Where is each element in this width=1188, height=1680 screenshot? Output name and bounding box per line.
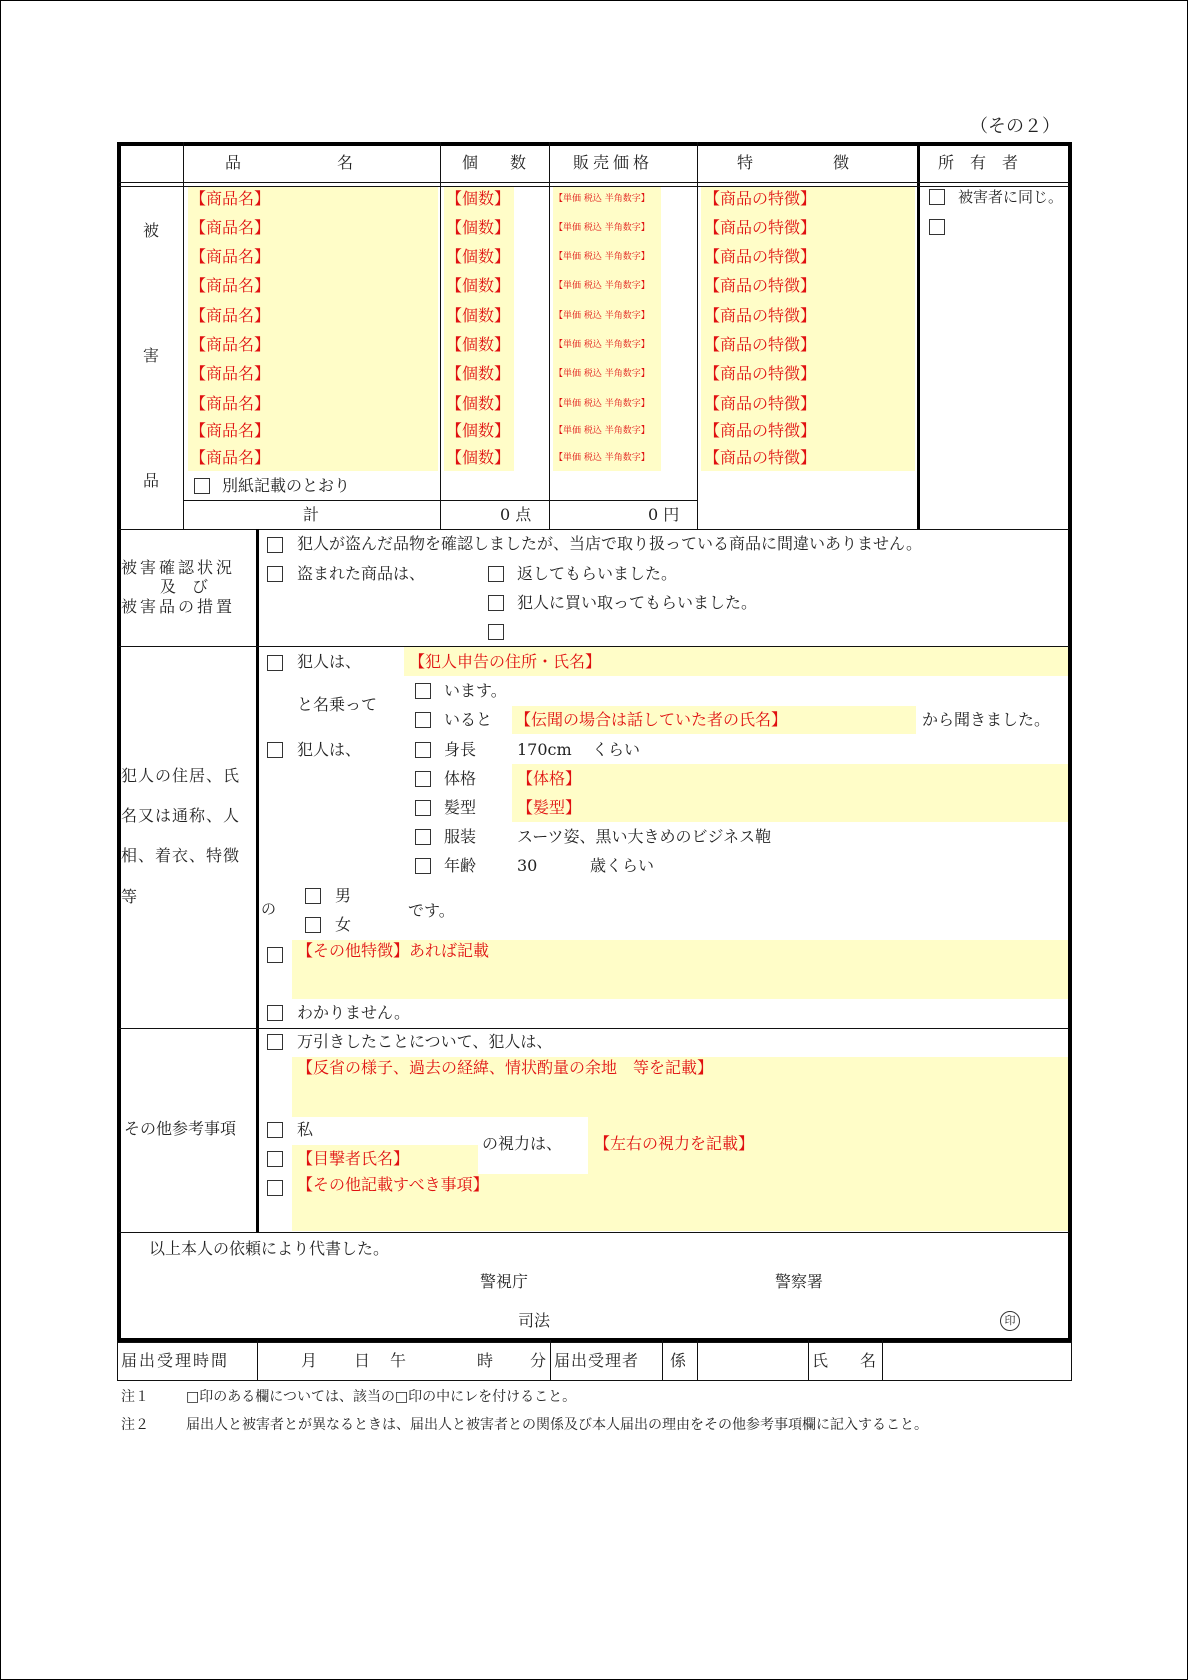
goods-row-qty[interactable]: 【個数】 — [446, 448, 511, 467]
clothes-value[interactable]: スーツ姿、黒い大きめのビジネス鞄 — [517, 827, 772, 846]
other-measure-checkbox[interactable] — [488, 624, 504, 640]
of-text: の — [261, 900, 277, 918]
unknown-checkbox[interactable] — [267, 1005, 283, 1021]
confirmation-label-3: 被害品の措置 — [121, 597, 236, 616]
goods-row-name[interactable]: 【商品名】 — [190, 218, 271, 237]
confirm-item-text: 犯人が盗んだ品物を確認しましたが、当店で取り扱っている商品に間違いありません。 — [297, 534, 922, 553]
note2-label: 注２ — [121, 1417, 149, 1433]
header-feature: 特 徴 — [737, 153, 850, 172]
eyesight-checkbox[interactable] — [267, 1122, 283, 1138]
side-label-2: 害 — [143, 346, 160, 365]
note1-text: □印のある欄については、該当の□印の中にレを付けること。 — [186, 1389, 577, 1405]
goods-row-qty[interactable]: 【個数】 — [446, 421, 511, 440]
goods-row-name[interactable]: 【商品名】 — [190, 364, 271, 383]
goods-row-price[interactable]: 【単価 税込 半角数字】 — [554, 252, 650, 262]
goods-row-name[interactable]: 【商品名】 — [190, 276, 271, 295]
separate-sheet-label: 別紙記載のとおり — [222, 476, 351, 495]
goods-row-feature[interactable]: 【商品の特徴】 — [704, 421, 817, 440]
age-checkbox[interactable] — [415, 858, 431, 874]
goods-row-feature[interactable]: 【商品の特徴】 — [704, 218, 817, 237]
goods-row-price[interactable]: 【単価 税込 半角数字】 — [554, 281, 650, 291]
other-feature-value[interactable]: 【その他特徴】あれば記載 — [297, 941, 490, 960]
goods-row-feature[interactable]: 【商品の特徴】 — [704, 189, 817, 208]
height-checkbox[interactable] — [415, 742, 431, 758]
goods-row-feature[interactable]: 【商品の特徴】 — [704, 247, 817, 266]
age-label: 年齢 — [444, 856, 477, 875]
build-checkbox[interactable] — [415, 771, 431, 787]
named-text: と名乗って — [297, 695, 378, 714]
me-text: 私 — [297, 1120, 314, 1139]
stolen-goods-checkbox[interactable] — [267, 566, 283, 582]
goods-row-name[interactable]: 【商品名】 — [190, 189, 271, 208]
height-suffix: くらい — [592, 740, 641, 759]
build-label: 体格 — [444, 769, 477, 788]
shoplift-checkbox[interactable] — [267, 1034, 283, 1050]
owner-same-label: 被害者に同じ。 — [958, 188, 1064, 206]
eyesight-text: の視力は、 — [482, 1134, 563, 1153]
culprit-label-3: 相、着衣、特徴 — [121, 846, 241, 865]
witness-checkbox[interactable] — [267, 1151, 283, 1167]
page-label: （その２） — [970, 116, 1060, 137]
goods-row-price[interactable]: 【単価 税込 半角数字】 — [554, 453, 650, 463]
goods-row-feature[interactable]: 【商品の特徴】 — [704, 335, 817, 354]
height-label: 身長 — [444, 740, 477, 759]
side-label-1: 被 — [143, 221, 160, 240]
goods-row-name[interactable]: 【商品名】 — [190, 247, 271, 266]
header-owner: 所 有 者 — [938, 153, 1019, 172]
header-item-name: 品 名 — [225, 153, 354, 172]
claims-value[interactable]: 【犯人申告の住所・氏名】 — [409, 652, 602, 671]
reception-time-label: 届出受理時間 — [121, 1351, 230, 1370]
shoplift-value[interactable]: 【反省の様子、過去の経緯、情状酌量の余地 等を記載】 — [297, 1058, 714, 1077]
desu-text: です。 — [408, 901, 455, 920]
owner-other-checkbox[interactable] — [929, 219, 945, 235]
heard-from-text: から聞きました。 — [922, 710, 1051, 729]
culprit-label-2: 名又は通称、人 — [121, 806, 241, 825]
receiver-label: 届出受理者 — [554, 1351, 640, 1370]
goods-row-name[interactable]: 【商品名】 — [190, 421, 271, 440]
goods-row-price[interactable]: 【単価 税込 半角数字】 — [554, 223, 650, 233]
hair-checkbox[interactable] — [415, 800, 431, 816]
other-matter-checkbox[interactable] — [267, 1180, 283, 1196]
shoplift-text: 万引きしたことについて、犯人は、 — [297, 1032, 553, 1051]
description-text: 犯人は、 — [297, 740, 362, 759]
header-quantity: 個 数 — [462, 153, 527, 172]
stolen-goods-text: 盗まれた商品は、 — [297, 564, 426, 583]
judicial-label: 司法 — [518, 1311, 551, 1330]
goods-row-price[interactable]: 【単価 税込 半角数字】 — [554, 311, 650, 321]
seal-mark: 印 — [1000, 1311, 1020, 1331]
goods-row-qty[interactable]: 【個数】 — [446, 335, 511, 354]
goods-row-feature[interactable]: 【商品の特徴】 — [704, 364, 817, 383]
male-label: 男 — [335, 886, 352, 905]
confirmation-label-1: 被害確認状況 — [121, 558, 236, 577]
other-feature-checkbox[interactable] — [267, 947, 283, 963]
goods-row-feature[interactable]: 【商品の特徴】 — [704, 306, 817, 325]
claims-checkbox[interactable] — [267, 655, 283, 671]
day-label: 日 — [354, 1351, 371, 1370]
goods-row-qty[interactable]: 【個数】 — [446, 189, 511, 208]
witness-value[interactable]: 【目撃者氏名】 — [297, 1149, 410, 1168]
total-label: 計 — [303, 505, 320, 524]
said-text: いると — [444, 710, 493, 729]
hair-label: 髪型 — [444, 798, 477, 817]
other-matter-value[interactable]: 【その他記載すべき事項】 — [297, 1175, 489, 1194]
height-value[interactable]: 170cm — [517, 740, 572, 759]
header-price: 販売価格 — [573, 153, 654, 172]
clothes-label: 服装 — [444, 827, 477, 846]
goods-row-price[interactable]: 【単価 税込 半角数字】 — [554, 399, 650, 409]
culprit-label-4: 等 — [121, 887, 138, 906]
goods-row-qty[interactable]: 【個数】 — [446, 276, 511, 295]
note1-label: 注１ — [121, 1389, 149, 1405]
section-label: 係 — [670, 1351, 687, 1370]
goods-row-price[interactable]: 【単価 税込 半角数字】 — [554, 194, 650, 204]
separate-sheet-checkbox[interactable] — [194, 478, 210, 494]
age-value[interactable]: 30 — [517, 856, 538, 875]
unknown-text: わかりません。 — [297, 1003, 410, 1022]
female-checkbox[interactable] — [305, 917, 321, 933]
goods-row-name[interactable]: 【商品名】 — [190, 335, 271, 354]
description-checkbox[interactable] — [267, 742, 283, 758]
culprit-label-1: 犯人の住居、氏 — [121, 766, 241, 785]
said-checkbox[interactable] — [415, 712, 431, 728]
station-label: 警察署 — [775, 1272, 824, 1291]
goods-row-name[interactable]: 【商品名】 — [190, 394, 271, 413]
note2-text: 届出人と被害者とが異なるときは、届出人と被害者との関係及び本人届出の理由をその他参考事項欄に記入すること。 — [186, 1417, 928, 1433]
returned-checkbox[interactable] — [488, 566, 504, 582]
eyesight-value[interactable]: 【左右の視力を記載】 — [594, 1134, 755, 1153]
build-value[interactable]: 【体格】 — [517, 769, 582, 788]
owner-same-checkbox[interactable] — [929, 189, 945, 205]
side-label-3: 品 — [143, 471, 160, 490]
proxy-line: 以上本人の依頼により代書した。 — [149, 1239, 390, 1258]
goods-row-feature[interactable]: 【商品の特徴】 — [704, 448, 817, 467]
month-label: 月 — [301, 1351, 318, 1370]
female-label: 女 — [335, 915, 352, 934]
goods-row-price[interactable]: 【単価 税込 半角数字】 — [554, 426, 650, 436]
name-label: 氏 名 — [812, 1351, 877, 1370]
goods-row-qty[interactable]: 【個数】 — [446, 306, 511, 325]
goods-row-qty[interactable]: 【個数】 — [446, 394, 511, 413]
hair-value[interactable]: 【髪型】 — [517, 798, 582, 817]
mpd-label: 警視庁 — [480, 1272, 529, 1291]
is-checkbox[interactable] — [415, 683, 431, 699]
other-label: その他参考事項 — [124, 1119, 237, 1138]
goods-row-qty[interactable]: 【個数】 — [446, 247, 511, 266]
goods-row-qty[interactable]: 【個数】 — [446, 364, 511, 383]
age-suffix: 歳くらい — [590, 856, 655, 875]
bought-checkbox[interactable] — [488, 595, 504, 611]
male-checkbox[interactable] — [305, 888, 321, 904]
returned-text: 返してもらいました。 — [517, 564, 678, 583]
ampm-label: 午 — [390, 1351, 407, 1370]
confirmation-label-2: 及 び — [160, 577, 209, 596]
goods-row-feature[interactable]: 【商品の特徴】 — [704, 276, 817, 295]
is-text: います。 — [444, 681, 507, 700]
hour-label: 時 — [477, 1351, 494, 1370]
goods-row-feature[interactable]: 【商品の特徴】 — [704, 394, 817, 413]
goods-row-price[interactable]: 【単価 税込 半角数字】 — [554, 369, 650, 379]
goods-row-price[interactable]: 【単価 税込 半角数字】 — [554, 340, 650, 350]
total-qty: 0 点 — [500, 505, 532, 524]
claims-text: 犯人は、 — [297, 652, 362, 671]
confirm-item-checkbox[interactable] — [267, 537, 283, 553]
hearsay-value[interactable]: 【伝聞の場合は話していた者の氏名】 — [515, 710, 788, 729]
minute-label: 分 — [530, 1351, 547, 1370]
clothes-checkbox[interactable] — [415, 829, 431, 845]
goods-row-name[interactable]: 【商品名】 — [190, 448, 271, 467]
total-price: 0 円 — [648, 505, 680, 524]
goods-row-qty[interactable]: 【個数】 — [446, 218, 511, 237]
bought-text: 犯人に買い取ってもらいました。 — [517, 593, 758, 612]
goods-row-name[interactable]: 【商品名】 — [190, 306, 271, 325]
